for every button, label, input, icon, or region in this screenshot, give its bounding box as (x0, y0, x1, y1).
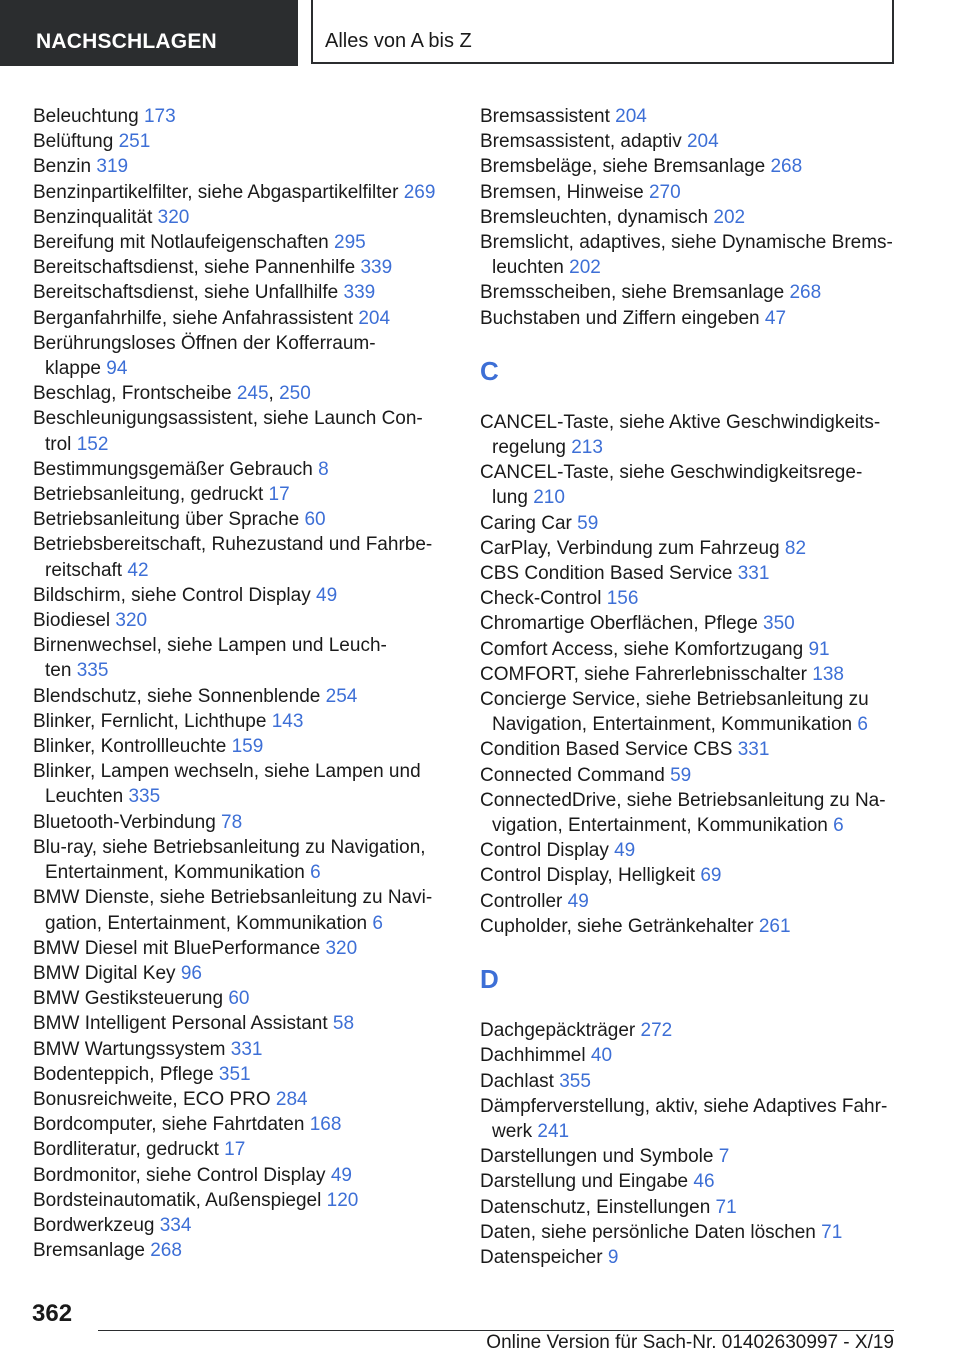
page-reference-link[interactable]: 94 (106, 358, 128, 380)
page-reference-link[interactable]: 91 (808, 638, 830, 660)
index-entry (33, 1213, 453, 1238)
index-entry-text: Dachgepäckträger (480, 1020, 636, 1042)
index-entry-text: Benzin (33, 156, 92, 178)
index-entry-text: BMW Gestiksteuerung (33, 988, 224, 1010)
index-entry (33, 306, 453, 331)
index-entry-text: gation, Entertainment, Kommunikation (45, 912, 368, 934)
index-entry (33, 684, 453, 709)
index-entry-text: Berührungsloses Öffnen der Kofferraum- (33, 332, 376, 354)
index-entry (480, 863, 900, 888)
index-entry-text: CANCEL-Taste, siehe Geschwindigkeitsrege- (480, 462, 863, 484)
index-entry-text: Bremsanlage (33, 1240, 145, 1262)
page-reference-link[interactable]: 78 (221, 811, 243, 833)
index-entry (480, 129, 900, 154)
index-entry-text: Bremsen, Hinweise (480, 181, 644, 203)
page-reference-link[interactable]: 351 (218, 1063, 251, 1085)
page-reference-link[interactable]: 152 (76, 433, 109, 455)
index-entry-text: vigation, Entertainment, Kommunikation (492, 815, 828, 837)
index-entry-text: Bremslicht, adaptives, siehe Dynamische Brems- (480, 232, 893, 254)
page-reference-link[interactable]: 6 (310, 862, 321, 884)
index-entry (33, 1062, 453, 1087)
index-column-right (480, 104, 900, 1270)
index-entry-text: CarPlay, Verbindung zum Fahrzeug (480, 537, 780, 559)
page-reference-link[interactable]: 69 (700, 865, 722, 887)
index-entry-text: Bremsassistent (480, 106, 610, 127)
index-entry-text: BMW Intelligent Personal Assistant (33, 1013, 328, 1035)
page-reference-link[interactable]: 96 (180, 962, 202, 984)
index-entry-text: Dachlast (480, 1070, 554, 1092)
page-reference-link[interactable]: 350 (763, 613, 795, 635)
index-entry-text: Datenschutz, Einstellungen (480, 1196, 711, 1218)
page-reference-link[interactable]: 284 (275, 1088, 308, 1110)
index-entry-text: Comfort Access, siehe Komfortzugang (480, 638, 804, 660)
index-entry-text: Betriebsbereitschaft, Ruhezustand und Fahrbe- (33, 534, 433, 556)
index-entry-text: Benzinpartikelfilter, siehe Abgaspartikelfilter (33, 181, 399, 203)
index-entry-text: Cupholder, siehe Getränkehalter (480, 915, 754, 937)
index-entry-text: Bluetooth-Verbindung (33, 811, 216, 833)
index-entry-text: Beschlag, Frontscheibe (33, 383, 232, 405)
index-entry-text: CBS Condition Based Service (480, 563, 733, 585)
page-reference-link[interactable]: 331 (737, 739, 770, 761)
page-reference-link[interactable]: 270 (648, 181, 681, 203)
index-entry-text: regelung (492, 437, 566, 459)
index-entry (33, 331, 453, 381)
section-tab: NACHSCHLAGEN (0, 0, 298, 66)
index-entry (480, 1018, 900, 1043)
page-reference-link[interactable]: 241 (537, 1120, 570, 1142)
index-entry-text: Buchstaben und Ziffern eingeben (480, 307, 760, 329)
index-entry-text: Beleuchtung (33, 106, 139, 127)
index-entry-text: Bereitschaftsdienst, siehe Unfallhilfe (33, 282, 339, 304)
index-entry (33, 129, 453, 154)
index-entry (33, 709, 453, 734)
index-entry-text: Bremsbeläge, siehe Bremsanlage (480, 156, 766, 178)
page-reference-link[interactable]: 71 (821, 1221, 843, 1243)
page-reference-link[interactable]: 58 (332, 1013, 355, 1035)
footer-version-text: Online Version für Sach-Nr. 01402630997 - X/19 (486, 1332, 894, 1353)
index-entry (33, 608, 453, 633)
index-entry-text: Bordliteratur, gedruckt (33, 1139, 219, 1161)
index-entry (480, 788, 900, 838)
index-entry (480, 230, 900, 280)
page-reference-link[interactable]: 9 (607, 1246, 619, 1268)
index-entry (480, 511, 900, 536)
index-column-left (33, 104, 453, 1263)
index-entry-text: Bremsassistent, adaptiv (480, 131, 682, 153)
page-reference-link[interactable]: 268 (150, 1240, 182, 1262)
index-entry (33, 633, 453, 683)
chapter-box (311, 0, 894, 64)
page-reference-link[interactable]: 335 (76, 660, 109, 682)
page-reference-link[interactable]: 250 (279, 383, 311, 405)
page-reference-link[interactable]: 320 (115, 610, 148, 632)
index-entry (480, 1220, 900, 1245)
index-entry (480, 1094, 900, 1144)
page-reference-link[interactable]: 82 (784, 537, 807, 559)
index-entry (33, 1137, 453, 1162)
page-reference-link[interactable]: 47 (764, 307, 787, 329)
page-reference-link[interactable]: 339 (343, 282, 376, 304)
index-entry (480, 205, 900, 230)
page-number: 362 (32, 1300, 73, 1327)
page-reference-link[interactable]: 245 (236, 383, 269, 405)
page-reference-link[interactable]: 173 (143, 106, 176, 127)
index-entry-text: reitschaft (45, 559, 123, 581)
page-reference-link[interactable]: 71 (715, 1196, 737, 1218)
index-entry (33, 507, 453, 532)
page-reference-link[interactable]: 202 (569, 257, 601, 279)
index-entry-text: Berganfahrhilfe, siehe Anfahrassistent (33, 307, 354, 329)
index-entry (33, 457, 453, 482)
index-entry (33, 759, 453, 809)
page-reference-link[interactable]: 213 (571, 437, 603, 459)
index-entry-text: Bordmonitor, siehe Control Display (33, 1164, 326, 1186)
index-entry-text: Beschleunigungsassistent, siehe Launch Con- (33, 408, 423, 430)
index-entry (33, 961, 453, 986)
index-entry-text: Benzinqualität (33, 206, 153, 228)
page-reference-link[interactable]: 251 (118, 131, 151, 153)
index-entry (33, 810, 453, 835)
index-entry-text: Connected Command (480, 764, 665, 786)
index-entry-text: Bremsleuchten, dynamisch (480, 206, 709, 228)
index-entry (480, 1043, 900, 1068)
index-entry (480, 306, 900, 331)
index-entry (33, 936, 453, 961)
index-entry (33, 255, 453, 280)
page-reference-link[interactable]: 8 (318, 458, 329, 480)
index-entry (33, 1163, 453, 1188)
index-entry (33, 532, 453, 582)
index-entry-text: Darstellungen und Symbole (480, 1146, 714, 1168)
page-reference-link[interactable]: 168 (309, 1114, 342, 1136)
index-entry-text: Birnenwechsel, siehe Lampen und Leuch- (33, 635, 387, 657)
index-entry (480, 1195, 900, 1220)
index-entry (480, 1245, 900, 1270)
page-reference-link[interactable]: 46 (693, 1171, 715, 1193)
index-entry-text: Blinker, Kontrollleuchte (33, 736, 227, 758)
index-entry-text: ten (45, 660, 72, 682)
page-reference-link[interactable]: 49 (330, 1164, 352, 1186)
index-entry (480, 561, 900, 586)
index-entry (480, 687, 900, 737)
page-reference-link[interactable]: 210 (533, 487, 565, 509)
page-reference-link[interactable]: 156 (606, 588, 639, 610)
index-entry-text: BMW Digital Key (33, 962, 176, 984)
index-entry (480, 410, 900, 460)
index-entry-text: ConnectedDrive, siehe Betriebsanleitung zu Na- (480, 789, 886, 811)
index-entry-text: Blu-ray, siehe Betriebsanleitung zu Navigation, (33, 836, 426, 858)
index-entry-text: Navigation, Entertainment, Kommunikation (492, 714, 853, 736)
index-entry-text: werk (492, 1120, 533, 1142)
page-reference-link[interactable]: 6 (372, 912, 383, 934)
index-entry-text: Dämpferverstellung, aktiv, siehe Adaptives Fahr- (480, 1095, 888, 1117)
page-reference-link[interactable]: 6 (857, 714, 868, 736)
index-entry (33, 1011, 453, 1036)
index-entry-text: Bordcomputer, siehe Fahrtdaten (33, 1114, 305, 1136)
index-entry-text: Bereifung mit Notlaufeigenschaften (33, 232, 329, 254)
index-entry (480, 611, 900, 636)
index-entry-text: Belüftung (33, 131, 114, 153)
index-entry-text: Entertainment, Kommunikation (45, 862, 305, 884)
index-letter-heading: C (480, 355, 499, 386)
page-reference-link[interactable]: 269 (403, 181, 436, 203)
chapter-title: Alles von A bis Z (325, 30, 472, 52)
index-entry-text: Chromartige Oberflächen, Pflege (480, 613, 758, 635)
index-entry-text: Bestimmungsgemäßer Gebrauch (33, 458, 313, 480)
index-entry-text: Control Display (480, 840, 609, 862)
page-reference-link[interactable]: 331 (230, 1038, 263, 1060)
index-entry-text: Daten, siehe persönliche Daten löschen (480, 1221, 816, 1243)
index-entry-text: Bordsteinautomatik, Außenspiegel (33, 1189, 322, 1211)
index-entry (480, 1169, 900, 1194)
page-reference-link[interactable]: 60 (304, 509, 326, 531)
page-reference-link[interactable]: 339 (360, 257, 393, 279)
page-reference-link[interactable]: 272 (640, 1020, 673, 1042)
index-entry (480, 838, 900, 863)
index-entry-text: Bremsscheiben, siehe Bremsanlage (480, 282, 785, 304)
index-entry (33, 1087, 453, 1112)
index-entry-text: Bonusreichweite, ECO PRO (33, 1088, 271, 1110)
page-reference-link[interactable]: 295 (334, 232, 366, 254)
index-entry (33, 180, 453, 205)
index-entry-text: Leuchten (45, 786, 124, 808)
index-entry (33, 482, 453, 507)
index-entry-text: Condition Based Service CBS (480, 739, 733, 761)
page-reference-link[interactable]: 7 (718, 1146, 730, 1168)
index-entry-text: Bereitschaftsdienst, siehe Pannenhilfe (33, 257, 356, 279)
index-entry (480, 280, 900, 305)
index-entry-text: Blinker, Fernlicht, Lichthupe (33, 710, 267, 732)
page-reference-link[interactable]: 17 (268, 484, 290, 506)
index-entry (33, 986, 453, 1011)
page-reference-link[interactable]: 355 (559, 1070, 591, 1092)
index-entry-text: Concierge Service, siehe Betriebsanleitung zu (480, 689, 869, 711)
index-entry-text: CANCEL-Taste, siehe Aktive Geschwindigkeits- (480, 411, 881, 433)
index-entry-text: BMW Dienste, siehe Betriebsanleitung zu Navi- (33, 887, 433, 909)
index-entry-text: Bordwerkzeug (33, 1214, 155, 1236)
page-reference-link[interactable]: 159 (231, 736, 264, 758)
page-reference-link[interactable]: 204 (686, 131, 719, 153)
page-header (0, 0, 960, 66)
page-reference-link[interactable]: 6 (833, 815, 844, 837)
index-entry-text: leuchten (492, 257, 564, 279)
index-entry (33, 205, 453, 230)
index-entry (33, 1037, 453, 1062)
index-entry-text: Betriebsanleitung über Sprache (33, 509, 300, 531)
index-entry (480, 586, 900, 611)
page-reference-link[interactable]: 49 (316, 584, 338, 606)
index-entry (480, 1144, 900, 1169)
page-reference-link[interactable]: 334 (159, 1214, 192, 1236)
index-entry-text: COMFORT, siehe Fahrerlebnisschalter (480, 663, 807, 685)
page-reference-link[interactable]: 138 (812, 663, 844, 685)
index-entry-text: BMW Wartungssystem (33, 1038, 226, 1060)
index-entry (480, 637, 900, 662)
page-reference-link[interactable]: 261 (758, 915, 791, 937)
index-entry (33, 406, 453, 456)
page-reference-link[interactable]: 202 (713, 206, 746, 228)
index-entry-text: Bodenteppich, Pflege (33, 1063, 214, 1085)
page-reference-link[interactable]: 59 (577, 512, 599, 534)
index-entry-text: Datenspeicher (480, 1246, 603, 1268)
index-entry-text: Blinker, Lampen wechseln, siehe Lampen und (33, 761, 421, 783)
index-entry-text: Check-Control (480, 588, 602, 610)
index-entry-text: Biodiesel (33, 610, 111, 632)
index-letter-heading: D (480, 964, 499, 995)
index-entry (480, 536, 900, 561)
page-reference-link[interactable]: 60 (228, 988, 250, 1010)
index-entry-text: Blendschutz, siehe Sonnenblende (33, 685, 321, 707)
page-reference-link[interactable]: 40 (590, 1045, 613, 1067)
page-reference-link[interactable]: 42 (127, 559, 149, 581)
index-entry-text: Dachhimmel (480, 1045, 586, 1067)
index-entry-text: Darstellung und Eingabe (480, 1171, 689, 1193)
page-reference-link[interactable]: 59 (670, 764, 692, 786)
index-entry (480, 1069, 900, 1094)
page-reference-link[interactable]: 17 (224, 1139, 246, 1161)
index-entry (33, 154, 453, 179)
index-entry (480, 914, 900, 939)
index-entry (480, 180, 900, 205)
index-entry (33, 1238, 453, 1263)
index-entry-text: Betriebsanleitung, gedruckt (33, 484, 264, 506)
index-entry-text: Bildschirm, siehe Control Display (33, 584, 311, 606)
page-reference-link[interactable]: 320 (325, 937, 358, 959)
index-entry-text: lung (492, 487, 528, 509)
index-entry (480, 662, 900, 687)
index-entry-text: Caring Car (480, 512, 572, 534)
index-entry-text: BMW Diesel mit BluePerformance (33, 937, 321, 959)
page-reference-link[interactable]: 335 (128, 786, 161, 808)
index-entry (480, 889, 900, 914)
index-entry-text: Controller (480, 890, 563, 912)
page-reference-link[interactable]: 268 (789, 282, 822, 304)
index-entry (480, 154, 900, 179)
index-entry (33, 835, 453, 885)
index-entry: Beschlag, Frontscheibe 245, 250 (33, 383, 311, 405)
page-reference-link[interactable]: 331 (737, 563, 770, 585)
index-entry-text: klappe (45, 358, 101, 380)
index-entry (33, 280, 453, 305)
page-reference-link[interactable]: 204 (358, 307, 391, 329)
index-entry (480, 763, 900, 788)
index-entry (33, 1188, 453, 1213)
page-reference-link[interactable]: 120 (326, 1189, 359, 1211)
index-entry (480, 460, 900, 510)
page-reference-link[interactable]: 319 (96, 156, 129, 178)
footer-divider (98, 1330, 894, 1331)
page-reference-link[interactable]: 143 (271, 710, 304, 732)
index-entry (33, 734, 453, 759)
page-reference-link[interactable]: 49 (614, 840, 636, 862)
index-entry (480, 104, 900, 129)
page-reference-link[interactable]: 268 (770, 156, 803, 178)
index-entry (33, 885, 453, 935)
index-entry (480, 737, 900, 762)
index-entry (33, 104, 453, 129)
page-reference-link[interactable]: 49 (567, 890, 589, 912)
index-entry (33, 230, 453, 255)
page-reference-link[interactable]: 320 (157, 206, 190, 228)
index-entry (33, 583, 453, 608)
index-entry-text: Control Display, Helligkeit (480, 865, 696, 887)
page-reference-link[interactable]: 204 (615, 106, 647, 127)
index-entry (33, 1112, 453, 1137)
page-reference-link[interactable]: 254 (325, 685, 358, 707)
index-entry-text: trol (45, 433, 72, 455)
